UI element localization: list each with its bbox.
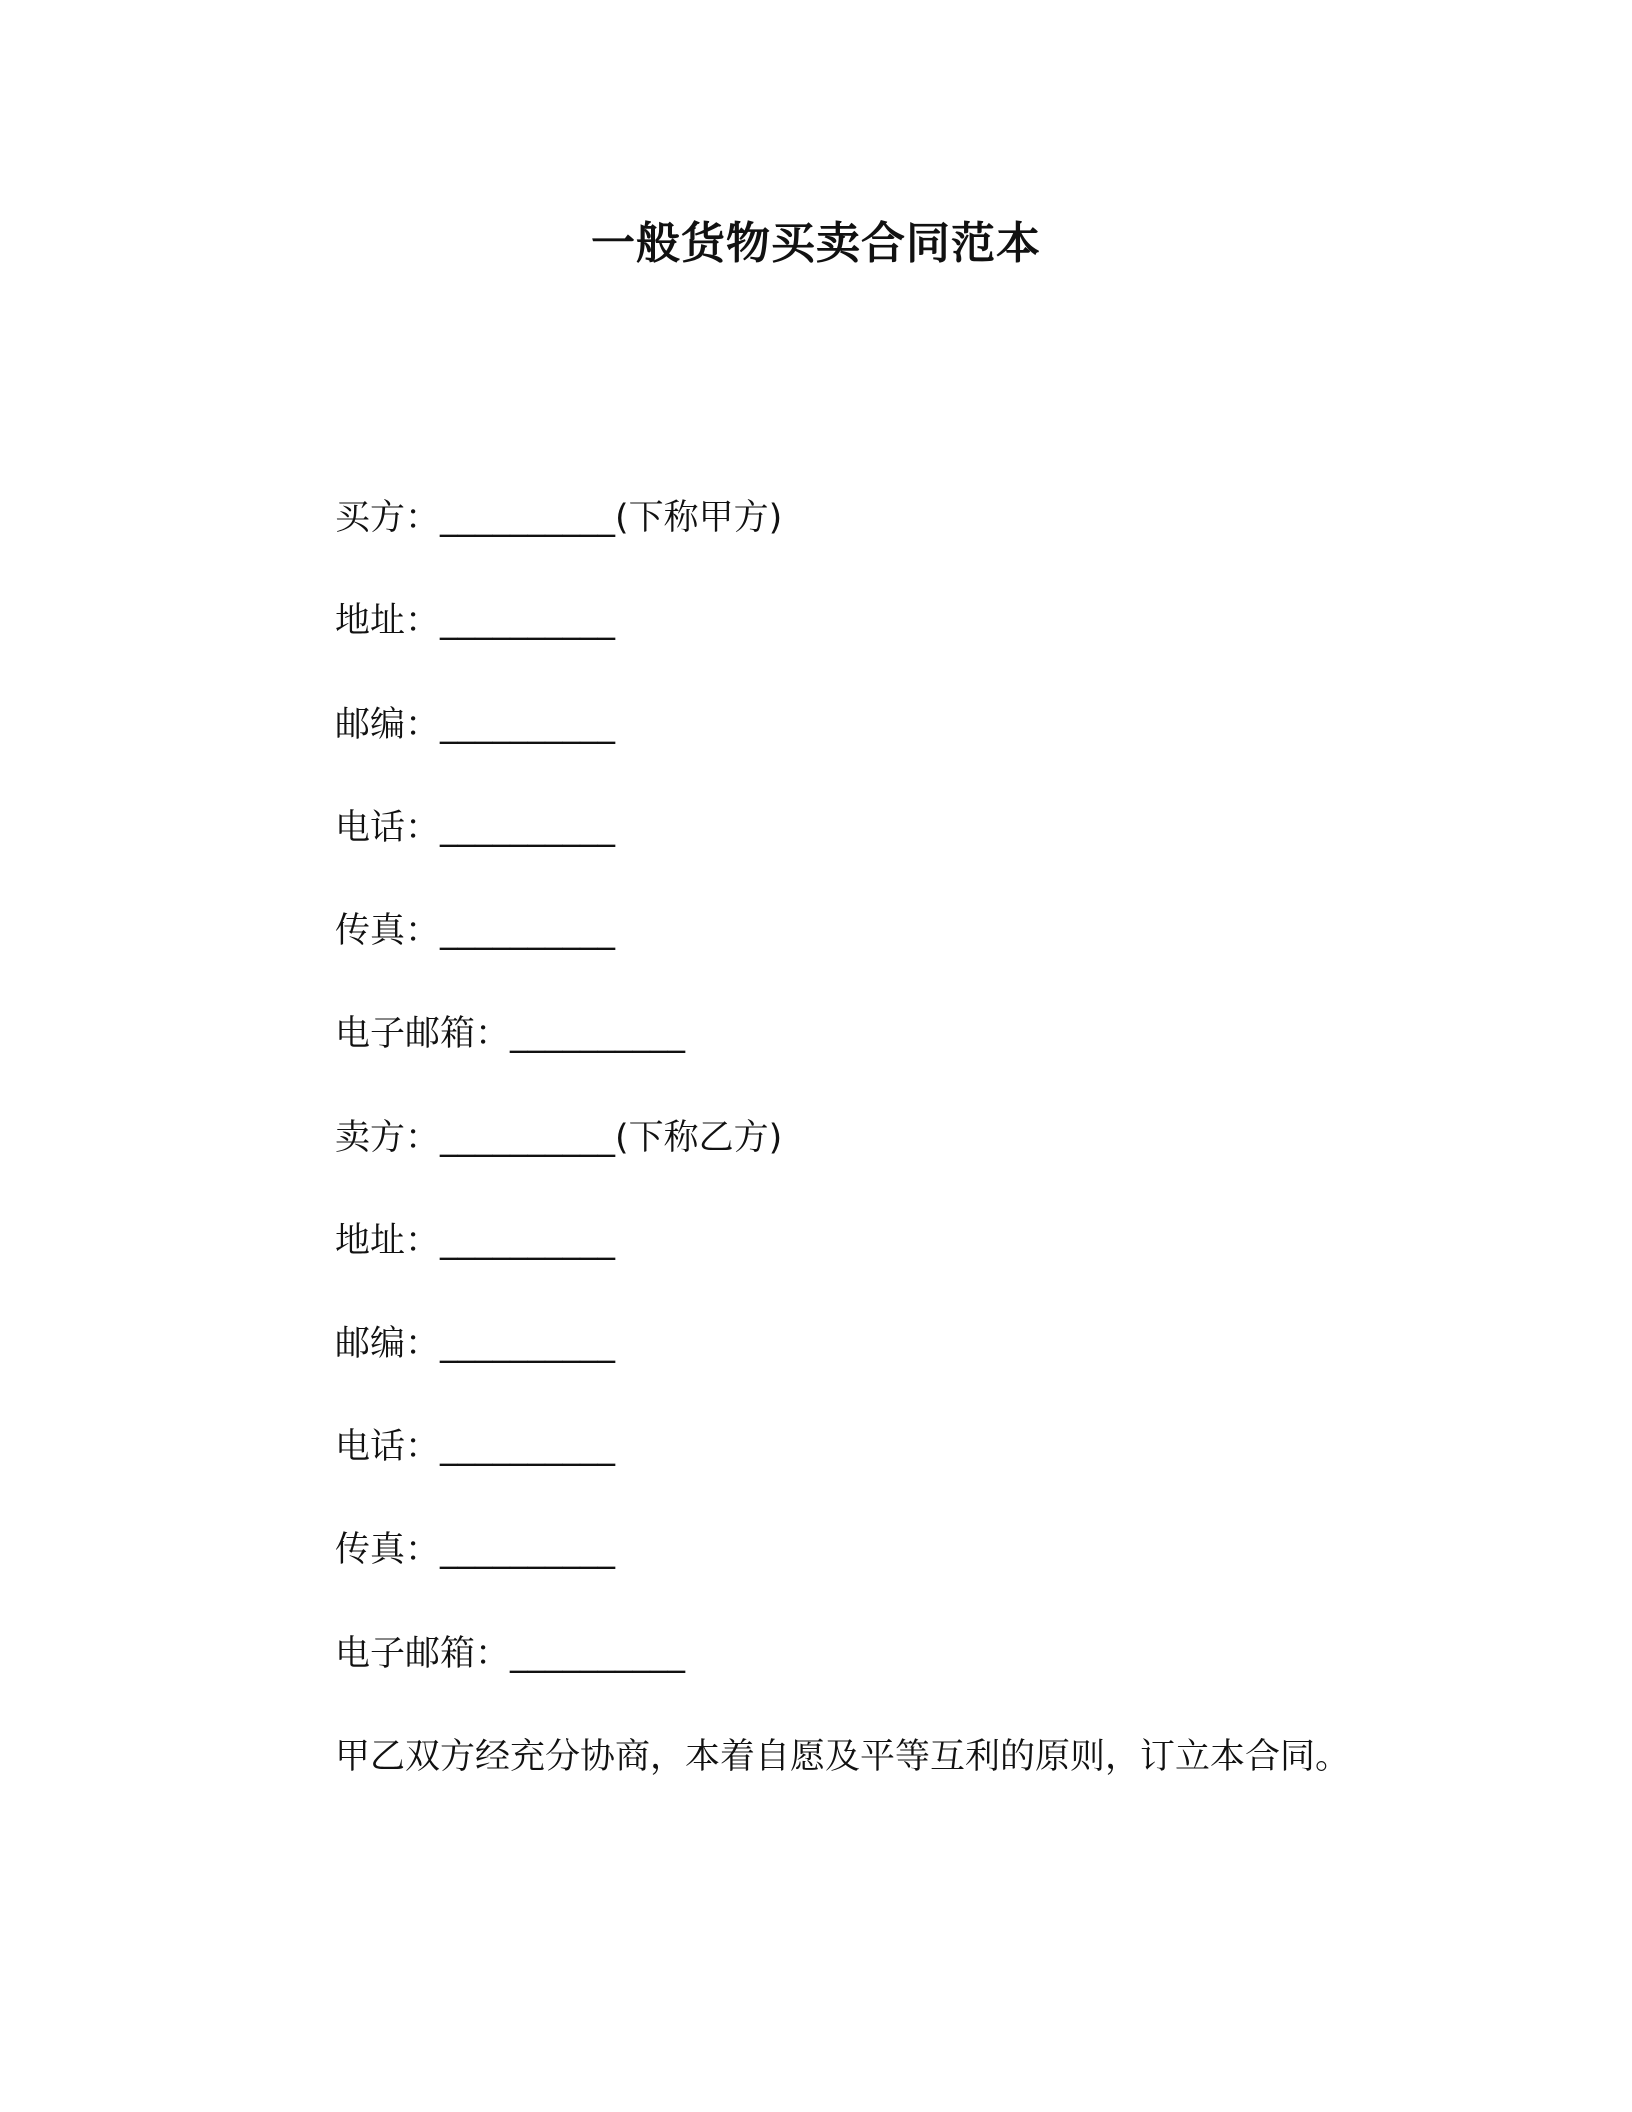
seller-address-line: 地址：__________ [335, 1221, 616, 1261]
page-title: 一般货物买卖合同范本 [591, 218, 1041, 269]
seller-phone-line: 电话：__________ [335, 1427, 616, 1467]
buyer-fax-line: 传真：__________ [335, 911, 616, 951]
buyer-postcode-line: 邮编：__________ [335, 705, 616, 745]
preamble-paragraph: 甲乙双方经充分协商，本着自愿及平等互利的原则，订立本合同。 [335, 1737, 1351, 1777]
seller-party-line: 卖方：__________(下称乙方) [335, 1118, 783, 1158]
buyer-phone-line: 电话：__________ [335, 808, 616, 848]
seller-fax-line: 传真：__________ [335, 1530, 616, 1570]
seller-postcode-line: 邮编：__________ [335, 1324, 616, 1364]
buyer-email-line: 电子邮箱：__________ [335, 1014, 686, 1054]
buyer-address-line: 地址：__________ [335, 601, 616, 641]
seller-email-line: 电子邮箱：__________ [335, 1634, 686, 1674]
buyer-party-line: 买方：__________(下称甲方) [335, 498, 783, 538]
